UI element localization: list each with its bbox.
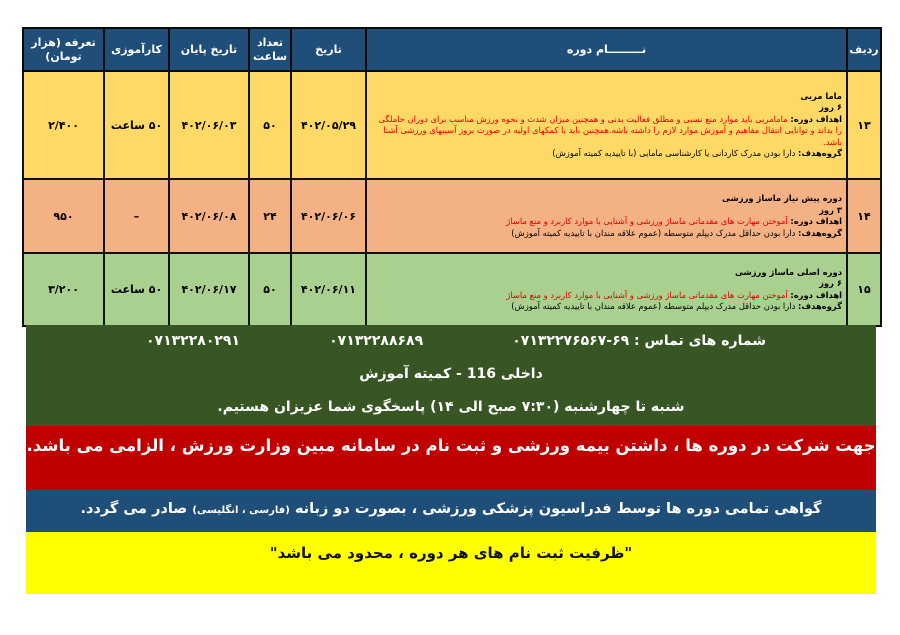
header-date: تاریخ: [291, 28, 366, 71]
insurance-notice: جهت شرکت در دوره ها ، داشتن بیمه ورزشی و ثبت نام در سامانه مبین وزارت ورزش ، الزامی می باشد.: [26, 426, 876, 490]
course-title: دوره اصلی ماساژ ورزشی: [735, 266, 842, 277]
certificate-languages: (فارسی ، انگلیسی): [192, 505, 290, 516]
office-hours: شنبه تا چهارشنبه (۷:۳۰ صبح الی ۱۴) پاسخگوی شما عزیزان هستیم.: [217, 399, 685, 415]
phone-2: ۰۷۱۳۲۲۸۸۶۸۹: [329, 333, 424, 349]
target-label: گروه‌هدف:: [798, 301, 842, 311]
capacity-notice: "ظرفیت ثبت نام های هر دوره ، محدود می باشد": [26, 532, 876, 594]
course-duration: ۶ روز: [819, 102, 842, 112]
phone-3: ۰۷۱۳۲۲۸۰۲۹۱: [146, 333, 240, 349]
contact-banner: [26, 325, 876, 426]
certificate-text-end: صادر می گردد.: [80, 501, 188, 517]
table-header: [23, 28, 881, 71]
courses-table: [22, 27, 882, 327]
header-hours: تعداد ساعت: [249, 28, 291, 71]
internship: ۵۰ ساعت: [104, 71, 169, 179]
row-radif: ۱۳: [847, 71, 881, 179]
goal-label: اهداف دوره:: [790, 289, 842, 300]
course-description: [366, 179, 847, 253]
table-row: [23, 71, 881, 179]
phone-1: شماره های تماس : ۶۹-۰۷۱۳۲۲۷۶۵۶۷: [512, 333, 766, 349]
target-label: گروه‌هدف:: [798, 148, 842, 158]
internship: ۵۰ ساعت: [104, 253, 169, 326]
start-date: ۴۰۲/۰۶/۰۶: [300, 209, 357, 223]
internship: –: [104, 179, 169, 253]
goal-label: اهداف دوره:: [790, 113, 842, 124]
start-date: ۴۰۲/۰۶/۱۱: [300, 283, 357, 296]
certificate-notice: [26, 490, 876, 532]
extension: داخلی 116 - کمیته آموزش: [359, 366, 543, 382]
course-goal: آموختن مهارت های مقدماتی ماساژ ورزشی و آشنایی با موارد کاربرد و منع ماساژ: [506, 289, 788, 300]
course-title: ماما مربی: [800, 90, 842, 101]
course-goal: مامامربی باید موارد منع نسبی و مطلق فعالیت بدنی و همچنین میزان شدت و نحوه ورزش مناسب برای دوران حاملگی را بداند و توانایی انتقال مفاهیم و آموزش موارد لازم را داشته باشه.همچنین باید با کمکهای اولیه در صورت بروز آسیبهای ورزشی آشنا باشد.: [378, 113, 842, 147]
header-fee: تعرفه (هزار تومان): [23, 28, 104, 71]
header-internship: کارآموزی: [104, 28, 169, 71]
goal-label: اهداف دوره:: [790, 216, 842, 226]
end-date: ۴۰۲/۰۶/۱۷: [181, 283, 237, 296]
header-end-date: تاریخ پایان: [169, 28, 249, 71]
hours: ۲۴: [249, 179, 291, 253]
course-target: دارا بودن حداقل مدرک دیپلم متوسطه (عموم علاقه مندان با تاییدیه کمیته آموزش): [511, 301, 796, 311]
header-name: نـــــــــام دوره: [366, 28, 847, 71]
header-radif: ردیف: [847, 28, 881, 71]
fee: ۲/۴۰۰: [23, 71, 104, 179]
hours: ۵۰: [249, 253, 291, 326]
course-description: [366, 71, 847, 179]
end-date: ۴۰۲/۰۶/۰۳: [181, 118, 237, 132]
table-row: [23, 253, 881, 326]
course-target: دارا بودن حداقل مدرک دیپلم متوسطه (عموم علاقه مندان با تاییدیه کمیته آموزش): [511, 227, 796, 238]
row-radif: ۱۴: [847, 179, 881, 253]
certificate-text: گواهی تمامی دوره ها توسط فدراسیون پزشکی ورزشی ، بصورت دو زبانه: [294, 501, 822, 517]
course-title: دوره پیش نیاز ماساژ ورزشی: [722, 193, 842, 203]
hours: ۵۰: [249, 71, 291, 179]
row-radif: ۱۵: [847, 253, 881, 326]
course-target: دارا بودن مدرک کاردانی یا کارشناسی مامایی (با تاییدیه کمیته آموزش): [552, 148, 796, 158]
course-goal: آموختن مهارت های مقدماتی ماساژ ورزشی و آشنایی با موارد کاربرد و منع ماساژ: [506, 216, 788, 226]
fee: ۹۵۰: [23, 179, 104, 253]
target-label: گروه‌هدف:: [798, 227, 842, 238]
course-duration: ۶ روز: [819, 278, 842, 288]
course-duration: ۳ روز: [819, 204, 842, 215]
course-description: [366, 253, 847, 326]
fee: ۳/۲۰۰: [23, 253, 104, 326]
end-date: ۴۰۲/۰۶/۰۸: [181, 209, 237, 223]
start-date: ۴۰۲/۰۵/۲۹: [300, 118, 357, 132]
table-row: [23, 179, 881, 253]
